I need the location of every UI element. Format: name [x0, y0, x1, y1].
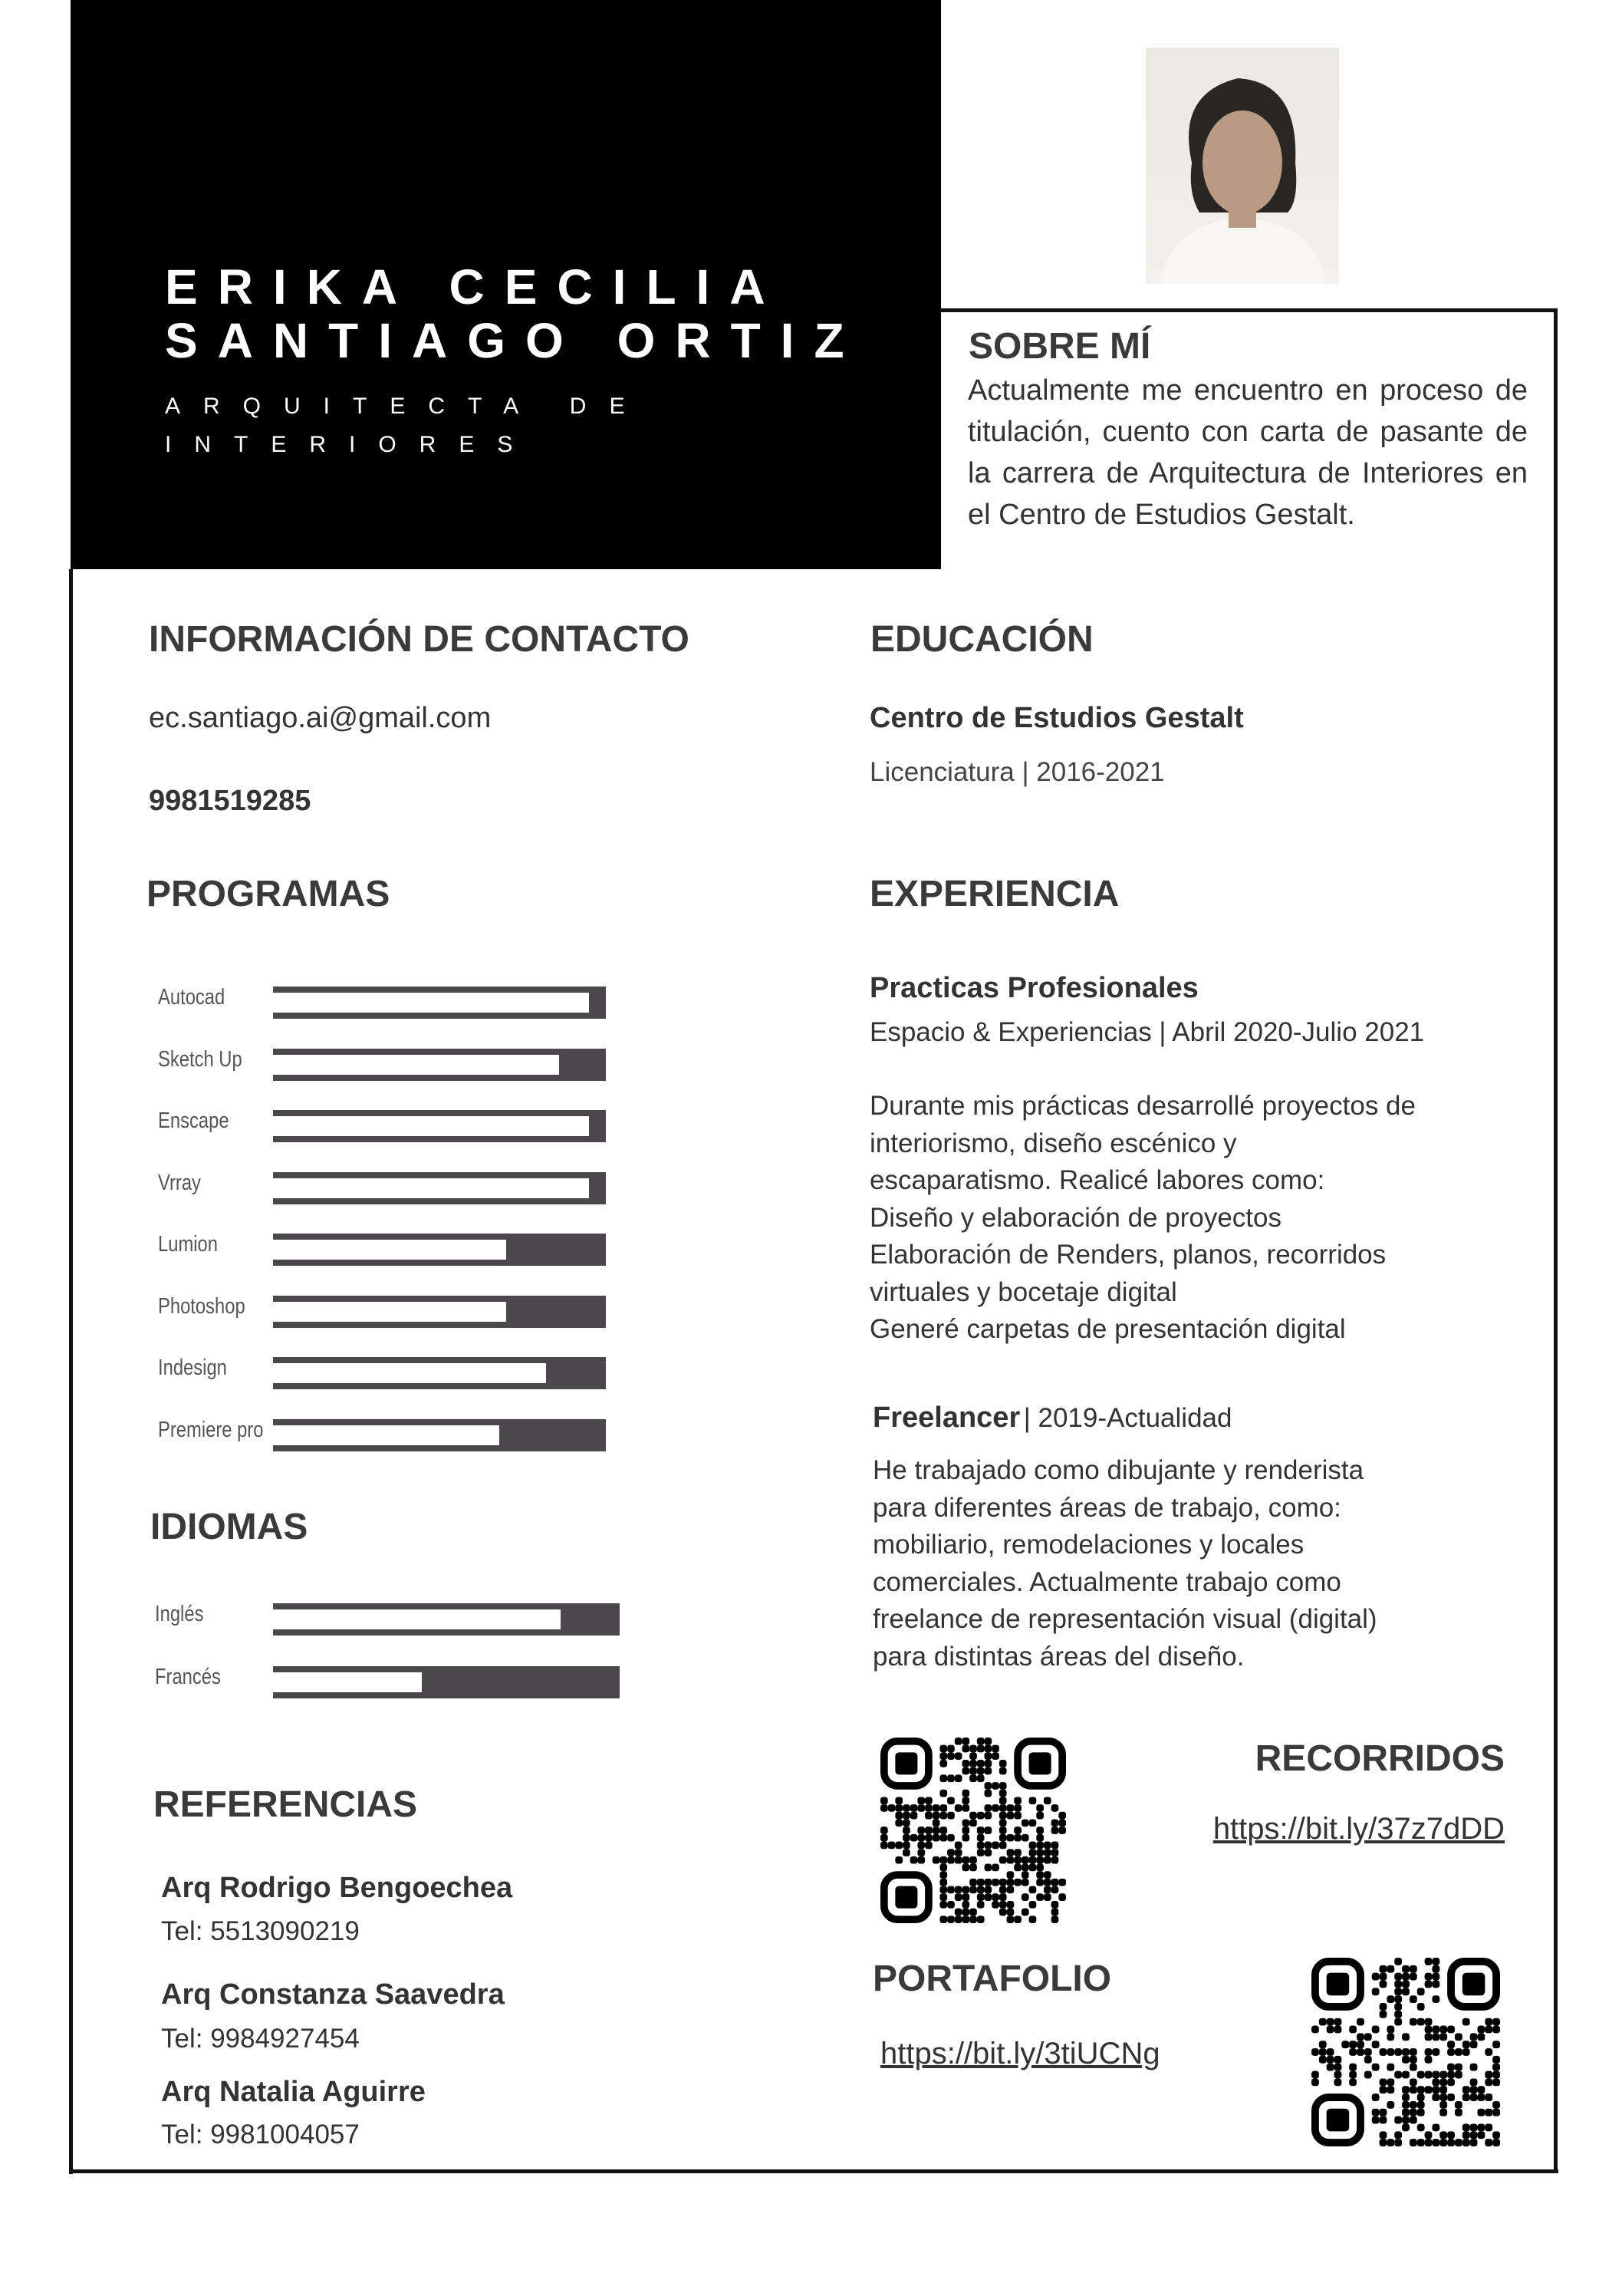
description-line: para diferentes áreas de trabajo, como:: [873, 1492, 1341, 1523]
name-line-1: ERIKA CECILIA: [165, 259, 785, 315]
contact-email[interactable]: ec.santiago.ai@gmail.com: [149, 702, 492, 734]
title-line-2: INTERIORES: [165, 432, 536, 457]
tours-link[interactable]: https://bit.ly/37z7dDD: [1212, 1812, 1505, 1846]
skill-bar-fill: [273, 1609, 561, 1629]
job-description: [870, 1088, 1491, 1349]
about-heading: SOBRE MÍ: [969, 326, 1151, 367]
skill-bar-fill: [273, 993, 589, 1013]
skill-bar-fill: [273, 1363, 546, 1383]
reference-tel: Tel: 9984927454: [161, 2024, 360, 2054]
skill-label: Inglés: [155, 1602, 204, 1626]
skill-bar-fill: [273, 1178, 589, 1198]
skill-bar-fill: [273, 1240, 506, 1260]
description-line: He trabajado como dibujante y renderista: [873, 1455, 1364, 1485]
job-title: Practicas Profesionales: [870, 972, 1199, 1004]
tours-heading: RECORRIDOS: [1255, 1738, 1505, 1779]
education-school: Centro de Estudios Gestalt: [870, 702, 1244, 734]
skill-bar: [273, 1666, 620, 1698]
reference-tel: Tel: 5513090219: [161, 1916, 360, 1946]
job-header: [873, 1402, 1232, 1435]
description-line: Elaboración de Renders, planos, recorridos: [870, 1240, 1387, 1270]
job-period: | 2019-Actualidad: [1023, 1403, 1232, 1433]
frame-border: [941, 308, 1558, 312]
languages-heading: IDIOMAS: [150, 1507, 308, 1547]
job-description: [873, 1452, 1494, 1675]
reference-tel: Tel: 9981004057: [161, 2120, 360, 2149]
skill-label: Premiere pro: [158, 1417, 264, 1442]
skill-bar-fill: [273, 1302, 506, 1322]
skill-bar-fill: [273, 1672, 422, 1692]
frame-border: [69, 569, 73, 2174]
description-line: escaparatismo. Realicé labores como:: [870, 1165, 1325, 1195]
skill-bar: [273, 1110, 606, 1142]
education-degree: Licenciatura | 2016-2021: [870, 757, 1165, 787]
description-line: Diseño y elaboración de proyectos: [870, 1202, 1281, 1233]
skill-bar: [273, 1357, 606, 1389]
job-title: Freelancer: [873, 1402, 1021, 1434]
experience-heading: EXPERIENCIA: [870, 874, 1120, 914]
skill-bar-fill: [273, 1116, 589, 1136]
title-line-1: ARQUITECTA DE: [165, 394, 648, 419]
skill-label: Sketch Up: [158, 1046, 242, 1072]
reference-name: Arq Rodrigo Bengoechea: [161, 1872, 513, 1904]
skill-label: Lumion: [158, 1232, 219, 1257]
contact-phone: 9981519285: [149, 785, 311, 817]
frame-border: [1554, 308, 1558, 2173]
skill-bar-fill: [273, 1055, 559, 1075]
description-line: comerciales. Actualmente trabajo como: [873, 1566, 1341, 1597]
profile-photo: [1146, 48, 1339, 284]
description-line: Generé carpetas de presentación digital: [870, 1314, 1346, 1344]
skill-bar: [273, 1172, 606, 1204]
portfolio-heading: PORTAFOLIO: [873, 1958, 1112, 1999]
frame-border: [69, 2169, 1558, 2173]
name-line-2: SANTIAGO ORTIZ: [165, 313, 864, 368]
skill-bar: [273, 1234, 606, 1266]
description-line: virtuales y bocetaje digital: [870, 1276, 1177, 1307]
references-heading: REFERENCIAS: [153, 1784, 418, 1825]
contact-heading: INFORMACIÓN DE CONTACTO: [149, 619, 689, 660]
description-line: Durante mis prácticas desarrollé proyectos de: [870, 1091, 1416, 1121]
job-company: Espacio & Experiencias | Abril 2020-Julio 2021: [870, 1017, 1425, 1047]
description-line: freelance de representación visual (digital): [873, 1604, 1377, 1634]
skill-label: Photoshop: [158, 1293, 245, 1319]
description-line: mobiliario, remodelaciones y locales: [873, 1530, 1305, 1560]
skill-label: Autocad: [158, 985, 225, 1010]
reference-name: Arq Constanza Saavedra: [161, 1978, 505, 2011]
portfolio-link[interactable]: https://bit.ly/3tiUCNg: [880, 2037, 1160, 2070]
skill-bar-fill: [273, 1425, 499, 1445]
skill-label: Enscape: [158, 1108, 229, 1133]
skill-bar: [273, 1603, 620, 1636]
skill-label: Indesign: [158, 1356, 227, 1380]
description-line: interiorismo, diseño escénico y: [870, 1128, 1237, 1158]
reference-name: Arq Natalia Aguirre: [161, 2076, 426, 2108]
about-text: Actualmente me encuentro en proceso de titulación, cuento con carta de pasante de la carrera de Arquitectura de Interiores en el Centro de Estudios Gestalt.: [968, 374, 1528, 531]
skill-label: Francés: [155, 1665, 221, 1689]
education-heading: EDUCACIÓN: [870, 619, 1094, 660]
programs-heading: PROGRAMAS: [146, 874, 390, 914]
skill-bar: [273, 1296, 606, 1328]
qr-code-portfolio[interactable]: [1311, 1958, 1500, 2146]
skill-bar: [273, 987, 606, 1019]
skill-bar: [273, 1419, 606, 1451]
skill-bar: [273, 1049, 606, 1081]
qr-code-tours[interactable]: [880, 1738, 1066, 1923]
skill-label: Vrray: [158, 1170, 201, 1195]
description-line: para distintas áreas del diseño.: [873, 1641, 1245, 1672]
